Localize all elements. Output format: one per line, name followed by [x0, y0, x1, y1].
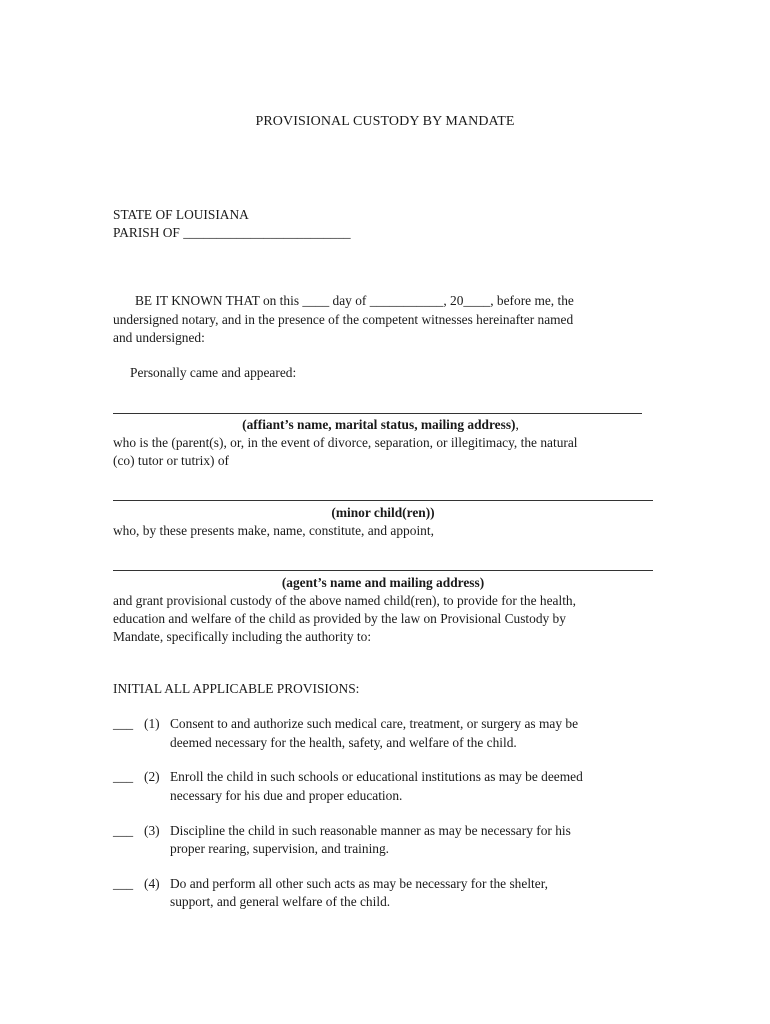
document-title: PROVISIONAL CUSTODY BY MANDATE [255, 114, 515, 129]
initial-blank[interactable]: ___ [113, 876, 134, 891]
provision-number: (2) [144, 769, 160, 784]
provision-text-line-2: proper rearing, supervision, and training. [170, 841, 390, 856]
minor-child-label: (minor child(ren)) [331, 505, 435, 520]
provision-text-line-1: Do and perform all other such acts as may be necessary for the shelter, [170, 876, 548, 891]
initial-blank[interactable]: ___ [113, 716, 134, 731]
initial-blank[interactable]: ___ [113, 769, 134, 784]
affiant-label [113, 416, 648, 434]
grant-line-1: and grant provisional custody of the above named child(ren), to provide for the health, [113, 593, 576, 608]
be-it-known-line-3: and undersigned: [113, 330, 205, 345]
provision-text-line-2: necessary for his due and proper education. [170, 788, 403, 803]
affiant-blank-line[interactable] [113, 413, 642, 414]
grant-line-3: Mandate, specifically including the authority to: [113, 629, 372, 644]
provision-text-line-1: Enroll the child in such schools or educational institutions as may be deemed [170, 769, 583, 784]
affiant-label-text: (affiant’s name, marital status, mailing address) [242, 417, 516, 432]
parent-line-1: who is the (parent(s), or, in the event of divorce, separation, or illegitimacy, the natural [113, 435, 578, 450]
be-it-known-line-2: undersigned notary, and in the presence of the competent witnesses hereinafter named [113, 312, 574, 327]
state-line: STATE OF LOUISIANA [113, 207, 249, 222]
grant-line-2: education and welfare of the child as provided by the law on Provisional Custody by [113, 611, 566, 626]
initial-blank[interactable]: ___ [113, 823, 134, 838]
parish-line: PARISH OF _________________________ [113, 225, 351, 240]
initial-heading: INITIAL ALL APPLICABLE PROVISIONS: [113, 681, 360, 696]
minor-child-blank-line[interactable] [113, 500, 653, 501]
affiant-label-suffix: , [515, 417, 519, 432]
provision-number: (1) [144, 716, 160, 731]
provision-text-line-2: support, and general welfare of the child. [170, 894, 391, 909]
provision-text-line-1: Discipline the child in such reasonable manner as may be necessary for his [170, 823, 571, 838]
personally-appeared: Personally came and appeared: [130, 365, 297, 380]
provision-text-line-2: deemed necessary for the health, safety, and welfare of the child. [170, 735, 517, 750]
provision-number: (3) [144, 823, 160, 838]
parent-line-2: (co) tutor or tutrix) of [113, 453, 230, 468]
agent-label: (agent’s name and mailing address) [281, 575, 485, 590]
be-it-known-line-1: BE IT KNOWN THAT on this ____ day of ___________, 20____, before me, the [135, 293, 574, 308]
provision-number: (4) [144, 876, 160, 891]
provision-text-line-1: Consent to and authorize such medical care, treatment, or surgery as may be [170, 716, 579, 731]
appoint-line: who, by these presents make, name, constitute, and appoint, [113, 523, 434, 538]
agent-blank-line[interactable] [113, 570, 653, 571]
